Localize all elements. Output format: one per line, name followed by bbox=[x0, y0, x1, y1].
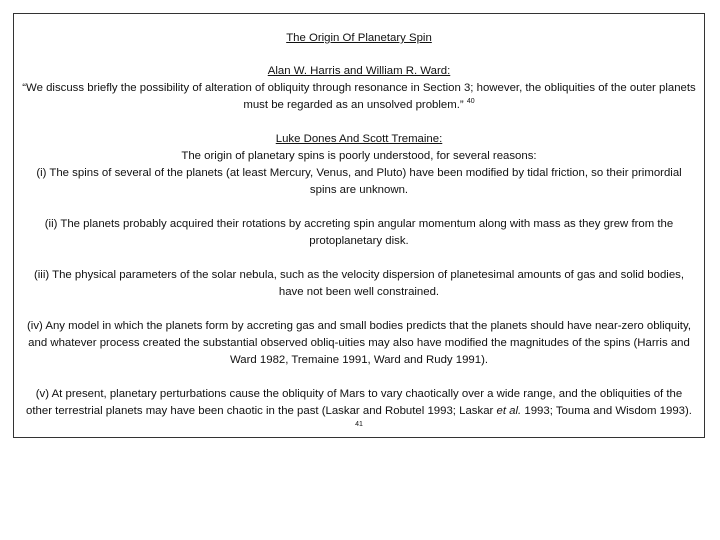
content-frame bbox=[13, 13, 705, 438]
reason-item-3: (iii) The physical parameters of the solar nebula, such as the velocity dispersion of planetesimal amounts of gas and solid bodies, have not been well constrained. bbox=[33, 269, 685, 298]
harris-ward-section bbox=[22, 63, 696, 114]
harris-ward-heading: Alan W. Harris and William R. Ward: bbox=[267, 65, 451, 77]
page-title: The Origin Of Planetary Spin bbox=[286, 32, 432, 44]
dones-tremaine-intro bbox=[22, 131, 696, 199]
footnote-ref-41: 41 bbox=[355, 421, 363, 429]
dones-tremaine-intro-text: The origin of planetary spins is poorly understood, for several reasons: bbox=[181, 150, 537, 162]
reason-item-5-text: (v) At present, planetary perturbations cause the obliquity of Mars to vary chaotically over a wide range, and the obliquities of the other terrestrial planets may have been chaotic in the past (Laskar and Robutel 1993; Laskar bbox=[26, 388, 683, 417]
dones-tremaine-heading: Luke Dones And Scott Tremaine: bbox=[275, 133, 443, 145]
reason-item-5 bbox=[22, 386, 696, 437]
reason-item-5-text-end: 1993; Touma and Wisdom 1993). bbox=[521, 405, 692, 417]
harris-ward-quote bbox=[22, 80, 696, 114]
harris-ward-quote-text: “We discuss briefly the possibility of alteration of obliquity through resonance in Section 3; however, the obliquities of the outer planets must be regarded as an unsolved problem.” bbox=[22, 82, 696, 111]
reason-item-5-italic: et al. bbox=[496, 405, 522, 417]
reason-item-4: (iv) Any model in which the planets form by accreting gas and small bodies predicts that the planets should have near-zero obliquity, and whatever process created the substantial observed obliq-uities may also have modified the magnitudes of the spins (Harris and Ward 1982, Tremaine 1991, Ward and Rudy 1991). bbox=[27, 320, 691, 366]
footnote-ref-40: 40 bbox=[466, 98, 475, 106]
reason-item-1: (i) The spins of several of the planets (at least Mercury, Venus, and Pluto) have been modified by tidal friction, so their primordial spins are unknown. bbox=[36, 167, 682, 196]
reason-item-2: (ii) The planets probably acquired their rotations by accreting spin angular momentum along with mass as they grew from the protoplanetary disk. bbox=[44, 218, 674, 247]
